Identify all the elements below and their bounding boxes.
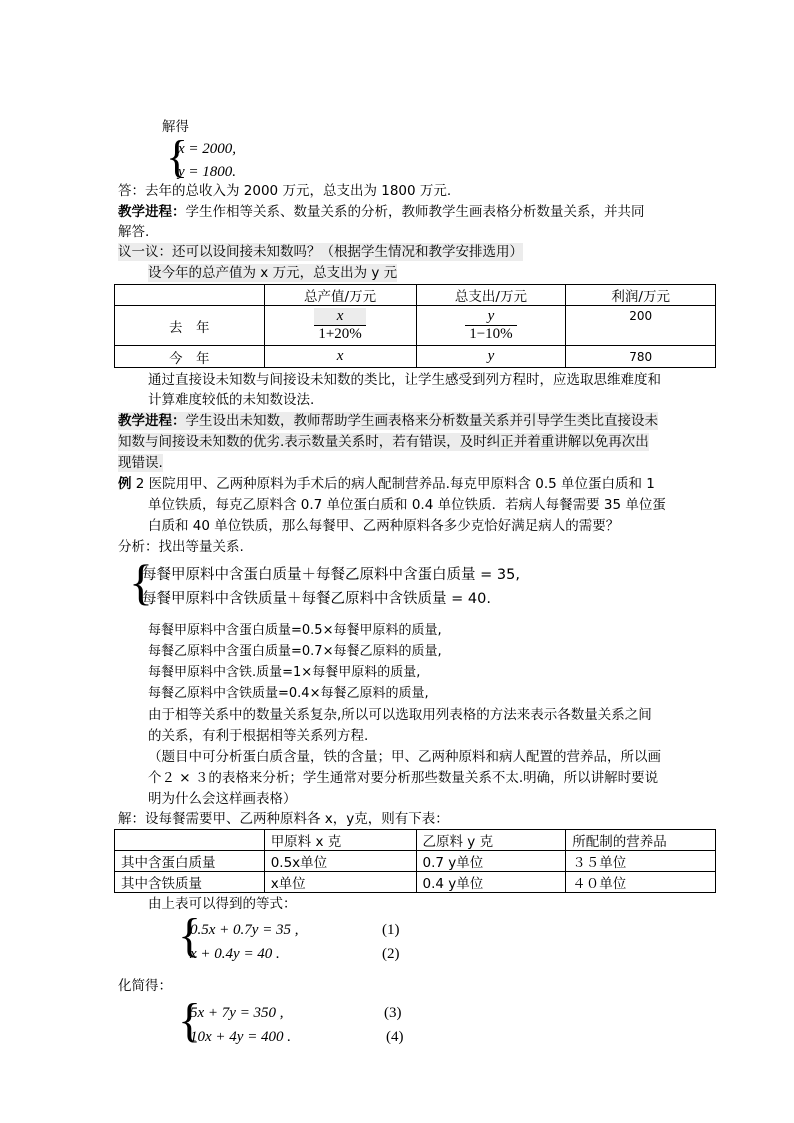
table-cell: 780 [566,346,716,368]
table-header-empty [115,830,265,851]
system-brace: { [129,554,153,610]
quantity-line: （题目中可分析蛋白质含量，铁的含量；甲、乙两种原料和病人配置的营养品，所以画 [148,749,661,765]
system-brace: { [178,994,202,1047]
quantity-line: 每餐甲原料中含蛋白质量=0.5×每餐甲原料的质量, [148,623,442,638]
equation-number: (4) [386,1029,404,1045]
equation-number: (3) [384,1005,402,1021]
paragraph-line: 计算难度较低的未知数设法. [148,392,315,408]
profit-table [114,284,716,368]
quantity-line: 每餐甲原料中含铁.质量=1×每餐甲原料的质量, [148,665,421,680]
example-text-cont: 白质和 40 单位铁质，那么每餐甲、乙两种原料各多少克恰好满足病人的需要？ [148,518,620,534]
progress-label: 教学进程： [118,413,186,429]
teaching-progress-1 [118,203,645,221]
table-header-empty [115,285,265,306]
row-label-last-year: 去 年 [115,306,265,346]
table-cell: y [416,346,566,368]
equation-1: 0.5x + 0.7y = 35 , [190,922,299,938]
progress-text-cont: 知数与间接设未知数的优劣.表示数量关系时，若有错误，及时纠正并着重讲解以免再次出 [118,434,649,450]
nutrition-table [114,829,716,893]
simplify-line: 化简得： [118,978,172,994]
equation-3: 5x + 7y = 350 , [190,1005,284,1021]
quantity-line: 由于相等关系中的数量关系复杂,所以可以选取用列表格的方法来表示各数量关系之间 [148,707,652,723]
solve-heading: 解得 [162,119,189,135]
relation-eq-1: 每餐甲原料中含蛋白质量＋每餐乙原料中含蛋白质量 = 35, [142,567,520,583]
table-cell: 0.4 y单位 [416,872,566,893]
table-cell: x [264,346,416,368]
table-cell [264,306,416,346]
relation-eq-2: 每餐甲原料中含铁质量＋每餐乙原料中含铁质量 = 40. [142,591,491,607]
table-cell: 200 [566,306,716,346]
quantity-line: 明为什么会这样画表格） [148,791,297,807]
table-header: 甲原料 x 克 [264,830,416,851]
derive-line: 由上表可以得到的等式： [148,896,297,912]
quantity-line: 的关系，有利于根据相等关系列方程. [148,728,369,744]
progress-text: 学生作相等关系、数量关系的分析，教师教学生画表格分析数量关系，并共同 [185,204,645,220]
discussion-line: 议一议：还可以设间接未知数吗？（根据学生情况和教学安排选用） [118,244,523,260]
example-text: 2 医院用甲、乙两种原料为手术后的病人配制营养品.每克甲原料含 0.5 单位蛋白质和 1 [135,476,655,492]
table-header: 乙原料 y 克 [416,830,566,851]
progress-text-cont: 现错误. [118,455,163,471]
equation-number: (1) [382,922,400,938]
quantity-line: 每餐乙原料中含蛋白质量=0.7×每餐乙原料的质量, [148,644,442,659]
paragraph-line: 通过直接设未知数与间接设未知数的类比，让学生感受到列方程时，应选取思维难度和 [148,372,661,388]
table-cell [416,306,566,346]
solution-setup: 解：设每餐需要甲、乙两种原料各 x，y克，则有下表： [118,811,449,827]
assumption-line: 设今年的总产值为 x 万元，总支出为 y 元 [148,265,398,281]
equation-number: (2) [382,946,400,962]
answer-line: 答：去年的总收入为 2000 万元，总支出为 1800 万元. [118,183,452,199]
equation-2: x + 0.4y = 40 . [190,946,280,962]
quantity-line: 每餐乙原料中含铁质量=0.4×每餐乙原料的质量, [148,686,429,701]
fraction: $\frac{x}{1+20\%}$ [314,308,365,343]
analysis-line: 分析：找出等量关系. [118,539,244,555]
table-cell: 0.7 y单位 [416,851,566,872]
quantity-line: 个２ × ３的表格来分析；学生通常对要分析那些数量关系不太.明确，所以讲解时要说 [148,770,659,786]
solution-y: y = 1800. [178,164,237,180]
progress-label: 教学进程： [118,204,186,220]
example-text-cont: 单位铁质，每克乙原料含 0.7 单位蛋白质和 0.4 单位铁质．若病人每餐需要 35 单位蛋 [148,497,666,513]
solution-x: x = 2000, [178,141,237,157]
table-header: 所配制的营养品 [566,830,716,851]
fraction: $\frac{y}{1-10\%}$ [465,308,516,343]
example-2 [118,475,655,493]
example-label: 例 [118,476,132,492]
system-brace: { [178,909,202,962]
table-cell: 0.5x单位 [264,851,416,872]
progress-text: 学生设出未知数，教师帮助学生画表格来分析数量关系并引导学生类比直接设未 [185,413,658,429]
system-brace: { [166,131,189,182]
table-cell: ４０单位 [566,872,716,893]
row-label-this-year: 今 年 [115,346,265,368]
row-label: 其中含蛋白质量 [115,851,265,872]
table-cell: x单位 [264,872,416,893]
row-label: 其中含铁质量 [115,872,265,893]
equation-4: 10x + 4y = 400 . [190,1029,292,1045]
table-header: 利润/万元 [566,285,716,306]
table-header: 总产值/万元 [264,285,416,306]
table-header: 总支出/万元 [416,285,566,306]
progress-text-cont: 解答. [118,224,150,240]
teaching-progress-2 [118,412,658,430]
table-cell: ３５单位 [566,851,716,872]
